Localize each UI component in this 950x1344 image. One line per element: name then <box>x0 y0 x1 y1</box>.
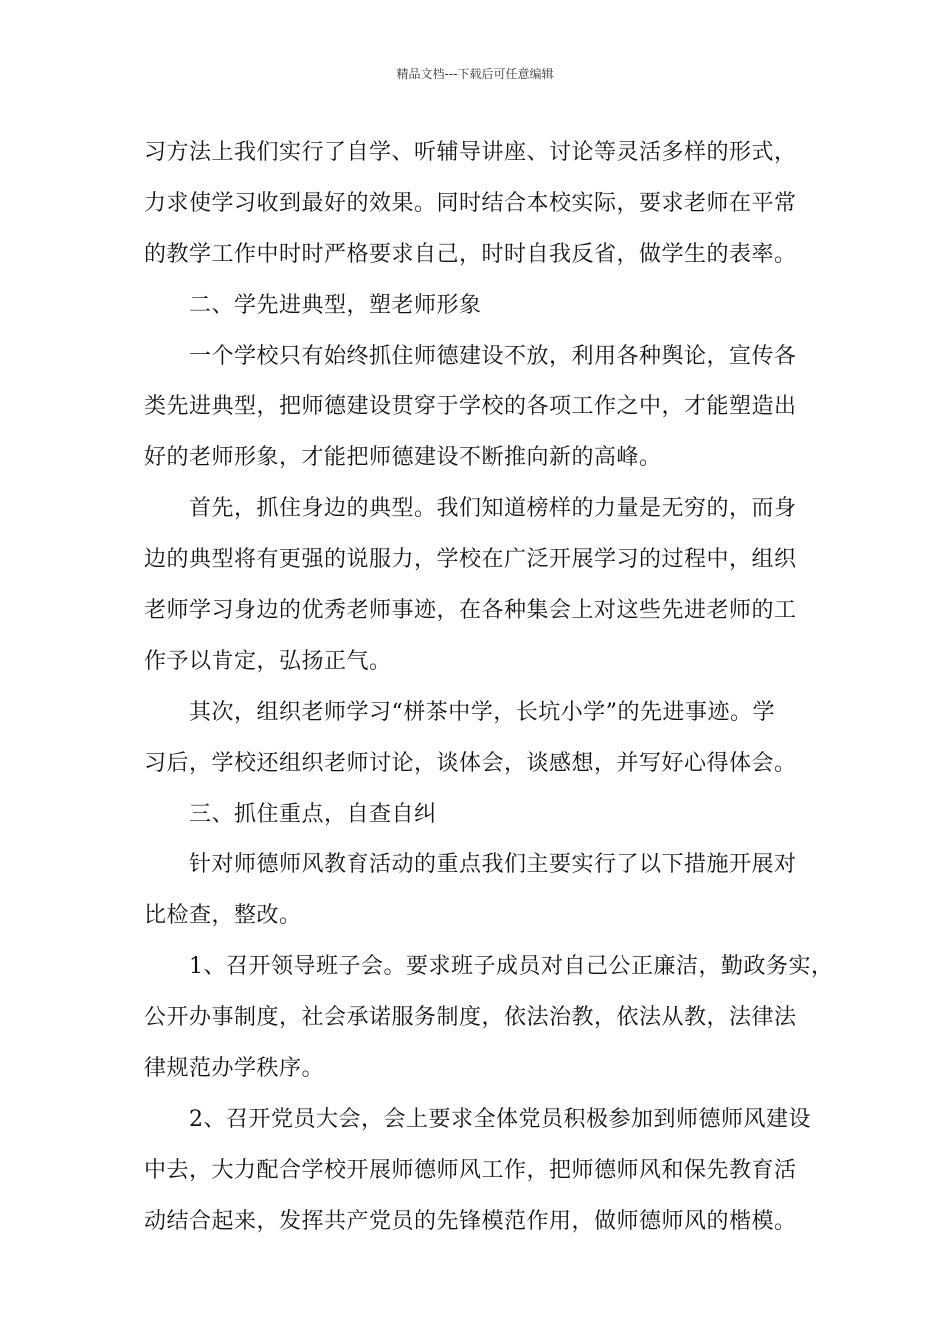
section-heading: 二、学先进典型，塑老师形象 <box>189 292 482 318</box>
text-line: 习方法上我们实行了自学、听辅导讲座、讨论等灵活多样的形式， <box>144 140 797 165</box>
text-line: 力求使学习收到最好的效果。同时结合本校实际，要求老师在平常 <box>144 190 797 216</box>
text-line: 其次，组织老师学习“栟茶中学，长坑小学”的先进事迹。学 <box>189 699 775 725</box>
text-line: 首先，抓住身边的典型。我们知道榜样的力量是无穷的，而身 <box>189 496 797 522</box>
text-line: 习后，学校还组织老师讨论，谈体会，谈感想，并写好心得体会。 <box>144 750 797 776</box>
text-line: 好的老师形象，才能把师德建设不断推向新的高峰。 <box>144 445 662 471</box>
text-line: 类先进典型，把师德建设贯穿于学校的各项工作之中，才能塑造出 <box>144 394 797 420</box>
text-line: 作予以肯定，弘扬正气。 <box>144 648 392 674</box>
text-line: 动结合起来，发挥共产党员的先锋模范作用，做师德师风的楷模。 <box>144 1208 797 1234</box>
section-heading: 三、抓住重点，自查自纠 <box>189 801 437 827</box>
text-line: 1、召开领导班子会。要求班子成员对自己公正廉洁，勤政务实， <box>189 954 834 980</box>
text-line: 一个学校只有始终抓住师德建设不放，利用各种舆论，宣传各 <box>189 343 797 369</box>
text-line: 公开办事制度，社会承诺服务制度，依法治教，依法从教，法律法 <box>144 1005 797 1031</box>
text-line: 针对师德师风教育活动的重点我们主要实行了以下措施开展对 <box>189 852 797 878</box>
text-line: 律规范办学秩序。 <box>144 1056 325 1082</box>
text-line: 老师学习身边的优秀老师事迹，在各种集会上对这些先进老师的工 <box>144 598 797 624</box>
text-line: 比检查，整改。 <box>144 903 302 929</box>
text-line: 的教学工作中时时严格要求自己，时时自我反省，做学生的表率。 <box>144 241 797 267</box>
text-line: 边的典型将有更强的说服力，学校在广泛开展学习的过程中，组织 <box>144 547 797 573</box>
text-line: 中去，大力配合学校开展师德师风工作，把师德师风和保先教育活 <box>144 1157 797 1183</box>
page-header: 精品文档---下载后可任意编辑 <box>396 67 554 81</box>
text-line: 2、召开党员大会，会上要求全体党员积极参加到师德师风建设 <box>189 1106 811 1132</box>
document-body <box>144 132 834 1252</box>
